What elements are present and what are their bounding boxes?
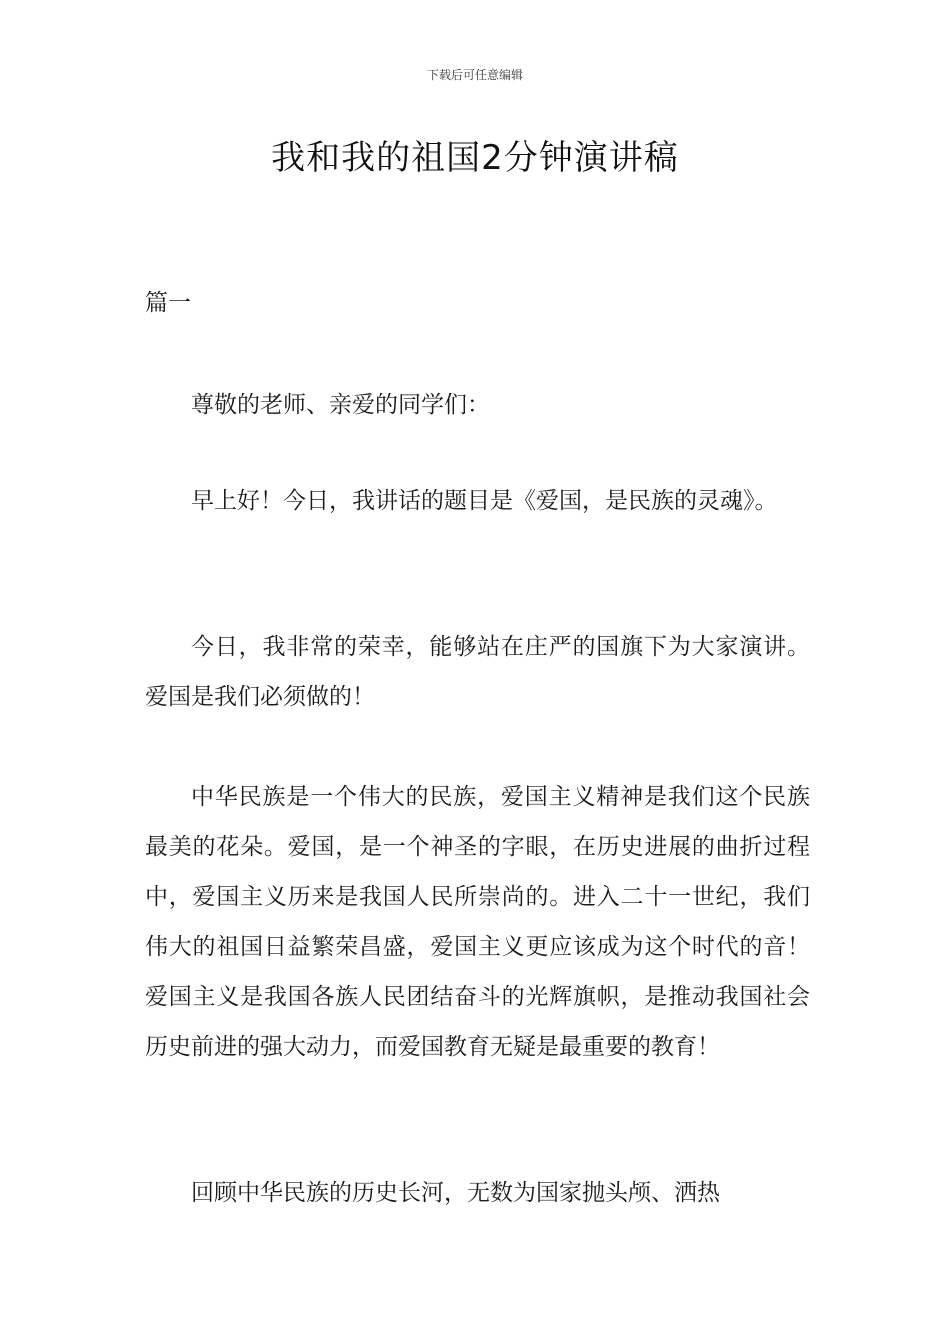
paragraph-text: 今日，我非常的荣幸，能够站在庄严的国旗下为大家演讲。爱国是我们必须做的！ [145, 634, 810, 710]
paragraph-text: 中华民族是一个伟大的民族，爱国主义精神是我们这个民族最美的花朵。爱国，是一个神圣的字眼，在历史进展的曲折过程中，爱国主义历来是我国人民所崇尚的。进入二十一世纪，我们伟大的祖国日益繁荣昌盛，爱国主义更应该成为这个时代的音！爱国主义是我国各族人民团结奋斗的光辉旗帜，是推动我国社会历史前进的强大动力，而爱国教育无疑是最重要的教育！ [145, 784, 810, 1060]
document-title: 我和我的祖国2分钟演讲稿 [271, 138, 679, 178]
paragraph-text: 早上好！今日，我讲话的题目是《爱国，是民族的灵魂》。 [191, 488, 778, 514]
paragraph-topic [145, 476, 810, 526]
section-label: 篇一 [145, 290, 191, 316]
paragraph-greeting [145, 380, 810, 430]
paragraph-honor [145, 622, 810, 722]
header-note: 下载后可任意编辑 [426, 68, 523, 82]
paragraph-history [145, 1168, 810, 1218]
paragraph-text: 尊敬的老师、亲爱的同学们： [191, 392, 490, 418]
paragraph-text: 回顾中华民族的历史长河，无数为国家抛头颅、洒热 [191, 1180, 720, 1206]
paragraph-nation [145, 772, 810, 1072]
